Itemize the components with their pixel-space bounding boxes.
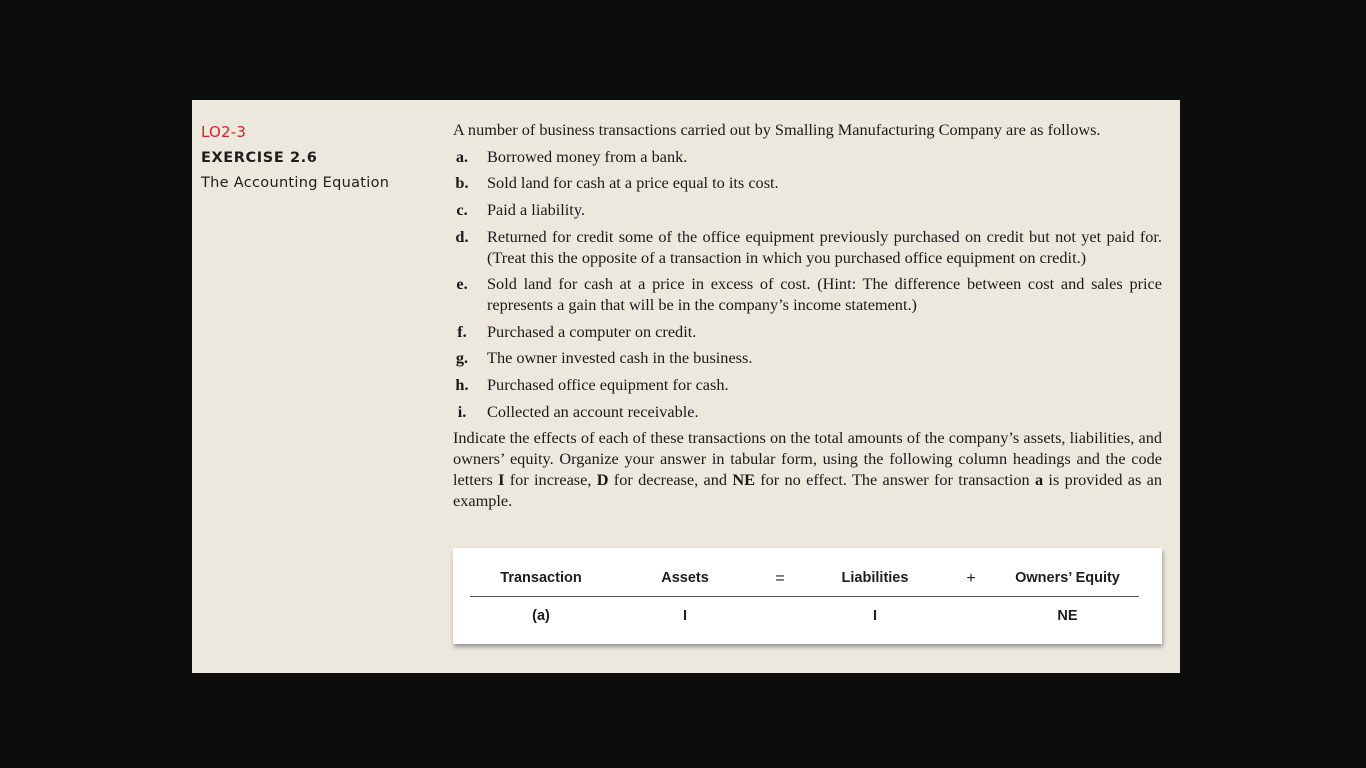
item-text: Borrowed money from a bank. (487, 146, 688, 166)
item-letter: c. (456, 200, 468, 220)
row-owners-equity: NE (1057, 608, 1078, 624)
row-assets: I (682, 608, 688, 624)
row-transaction: (a) (532, 608, 550, 624)
item-text: Purchased office equipment for cash. (487, 375, 729, 395)
plus-sign: + (966, 570, 976, 587)
code-no-effect: NE (732, 469, 755, 489)
item-letter: d. (455, 226, 469, 246)
list-item (453, 274, 1162, 315)
answer-format-table (453, 548, 1162, 644)
item-text: Purchased a computer on credit. (487, 321, 697, 341)
equals-sign: = (775, 570, 785, 587)
transaction-list (453, 147, 1162, 423)
header-owners-equity: Owners’ Equity (1015, 570, 1120, 586)
instructions-part: for decrease, and (608, 469, 733, 489)
exercise-number: EXERCISE 2.6 (201, 150, 318, 166)
header-liabilities: Liabilities (841, 570, 909, 586)
intro-text: A number of business transactions carried out by Smalling Manufacturing Company are as follows. (453, 120, 1101, 139)
code-decrease: D (596, 469, 609, 489)
row-liabilities: I (872, 608, 878, 624)
learning-objective-code: LO2-3 (201, 123, 247, 141)
list-item (453, 147, 1162, 168)
item-letter: f. (457, 321, 467, 341)
list-item (453, 348, 1162, 369)
item-text: Sold land for cash at a price equal to its cost. (487, 173, 779, 193)
code-transaction-a: a (1034, 469, 1044, 489)
list-item (453, 227, 1162, 268)
exercise-body (453, 120, 1162, 511)
instructions-part: Indicate the effects of each of these transactions on the total amounts of the company’s assets, liabilities, and owners’ equity. Organize your answer in tabular form, using the following column headings and the code letters (453, 428, 1162, 489)
header-transaction: Transaction (500, 570, 582, 586)
item-text: The owner invested cash in the business. (487, 348, 753, 368)
item-text: Collected an account receivable. (487, 401, 699, 421)
instructions-part: for no effect. The answer for transaction (754, 469, 1035, 489)
instructions-part: is provided as an example. (453, 469, 1162, 510)
list-item (453, 375, 1162, 396)
item-letter: b. (455, 173, 469, 193)
item-text: Paid a liability. (487, 200, 585, 220)
item-letter: g. (455, 348, 469, 368)
table-header-row (470, 570, 1139, 597)
instructions-text (453, 428, 1162, 511)
exercise-sidebar (201, 122, 441, 193)
exercise-title: The Accounting Equation (201, 175, 390, 191)
item-text: Sold land for cash at a price in excess of cost. (Hint: The difference between cost and sales price represents a gain that will be in the company’s income statement.) (487, 274, 1162, 314)
list-item (453, 402, 1162, 423)
item-letter: i. (457, 401, 467, 421)
item-letter: a. (455, 146, 469, 166)
item-letter: h. (455, 375, 469, 395)
header-assets: Assets (661, 570, 709, 586)
list-item (453, 173, 1162, 194)
list-item (453, 322, 1162, 343)
list-item (453, 200, 1162, 221)
table-row (470, 608, 1139, 628)
textbook-page (192, 100, 1180, 673)
code-increase: I (498, 469, 505, 489)
instructions-part: for increase, (504, 469, 597, 489)
item-letter: e. (456, 274, 468, 294)
item-text: Returned for credit some of the office equipment previously purchased on credit but not yet paid for. (Treat this the opposite of a transaction in which you purchased office equipment on credit.) (487, 226, 1162, 267)
